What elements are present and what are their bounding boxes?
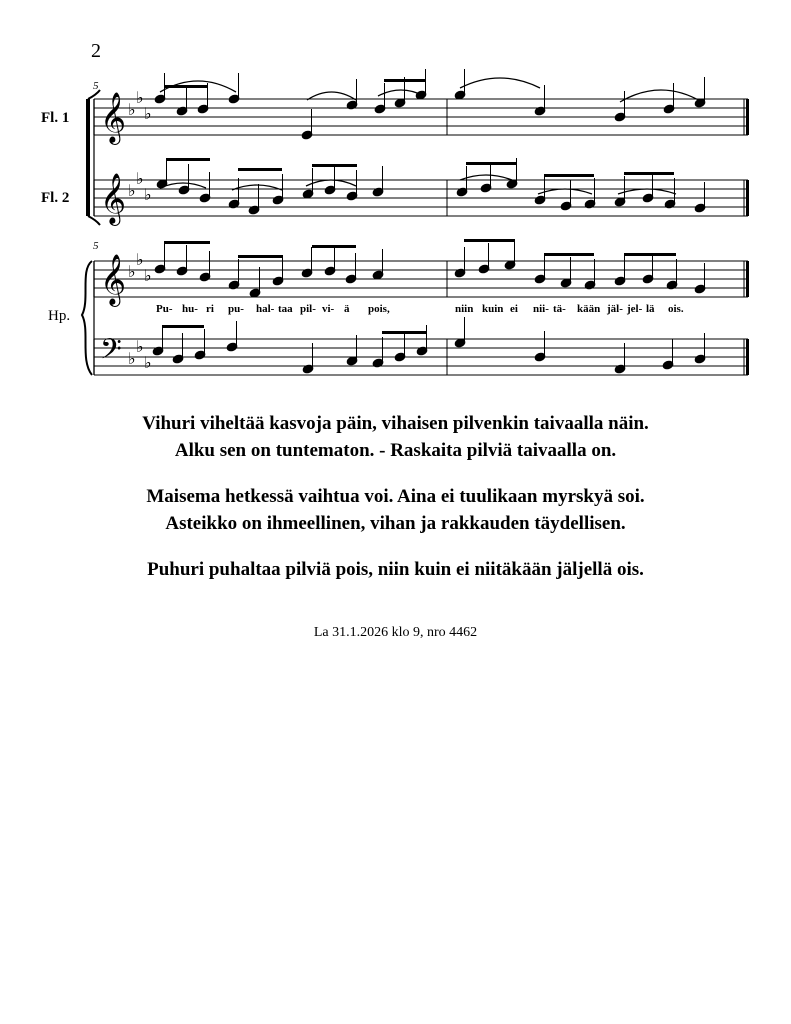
flat-icon: ♭ (144, 185, 152, 204)
harp-lyric-syllable: nii- (533, 303, 549, 315)
measure-number-top: 5 (93, 80, 99, 92)
beam (464, 239, 514, 242)
bass-clef-icon: 𝄢 (100, 333, 122, 373)
stanza-3 (0, 556, 791, 583)
stanza-2-line-2: Asteikko on ihmeellinen, vihan ja rakkauden täydellisen. (165, 513, 626, 534)
flat-icon: ♭ (128, 262, 136, 281)
flat-icon: ♭ (128, 100, 136, 119)
flat-icon: ♭ (136, 337, 144, 356)
flat-icon: ♭ (144, 104, 152, 123)
stanza-2 (0, 483, 791, 537)
beam (624, 253, 676, 256)
harp-lyric-syllable: pil- (300, 303, 316, 315)
harp-lyric-syllable: vi- (322, 303, 335, 315)
harp-lyric-syllable: jel- (627, 303, 643, 315)
beam (382, 331, 426, 334)
stanza-3-line-1: Puhuri puhaltaa pilviä pois, niin kuin ei niitäkään jäljellä ois. (147, 559, 644, 580)
treble-clef-icon: 𝄞 (100, 254, 127, 305)
notes-fl1 (154, 69, 706, 140)
notes-hp-treble (154, 239, 706, 298)
instrument-label-hp: Hp. (48, 308, 71, 324)
flat-icon: ♭ (136, 88, 144, 107)
instrument-label-fl1: Fl. 1 (41, 110, 70, 126)
slur (306, 180, 356, 186)
harp-lyric-syllable: jäl- (607, 303, 623, 315)
harp-lyric-syllable: lä (646, 303, 655, 315)
harp-lyric-syllable: ä (344, 303, 350, 315)
harp-lyric-syllable: pois, (368, 303, 390, 315)
stanza-1 (0, 410, 791, 464)
stanza-2-line-1: Maisema hetkessä vaihtua voi. Aina ei tuulikaan myrskyä soi. (146, 486, 645, 507)
harp-lyric-syllable: Pu- (156, 303, 173, 315)
flat-icon: ♭ (136, 169, 144, 188)
flat-icon: ♭ (128, 349, 136, 368)
music-score (0, 0, 791, 400)
stanza-1-line-2: Alku sen on tuntematon. - Raskaita pilviä taivaalla on. (174, 440, 617, 461)
beam (384, 79, 426, 82)
beam (466, 162, 516, 165)
beam (624, 172, 674, 175)
flat-icon: ♭ (144, 353, 152, 372)
slur (538, 189, 592, 194)
beam (162, 325, 204, 328)
instrument-label-fl2: Fl. 2 (41, 190, 70, 206)
flat-icon: ♭ (136, 250, 144, 269)
slur (618, 189, 676, 194)
harp-lyric-syllable: hal- (256, 303, 275, 315)
beam (312, 164, 357, 167)
beam (238, 255, 282, 258)
slur (620, 90, 702, 102)
harp-lyric-syllable: ri (206, 303, 214, 315)
beam (312, 245, 356, 248)
treble-clef-icon: 𝄞 (100, 173, 127, 224)
harp-lyric-syllable: pu- (228, 303, 244, 315)
harp-lyric-syllable: tä- (553, 303, 566, 315)
harp-lyric-syllable: hu- (182, 303, 198, 315)
measure-number-harp: 5 (93, 240, 99, 252)
beam (166, 158, 210, 161)
beam (238, 168, 282, 171)
beam (164, 241, 210, 244)
harp-lyric-syllable: ois. (668, 303, 684, 315)
stanza-1-line-1: Vihuri viheltää kasvoja päin, vihaisen pilvenkin taivaalla näin. (142, 413, 649, 434)
beam (544, 174, 594, 177)
harp-lyric-syllable: niin (455, 303, 474, 315)
treble-clef-icon: 𝄞 (100, 92, 127, 143)
footer-date: La 31.1.2026 klo 9, nro 4462 (313, 625, 478, 640)
flat-icon: ♭ (144, 266, 152, 285)
flat-icon: ♭ (128, 181, 136, 200)
beam (544, 253, 594, 256)
page-number: 2 (91, 40, 101, 62)
harp-lyric-syllable: kuin (482, 303, 504, 315)
slur (460, 78, 540, 88)
harp-lyric-syllable: ei (510, 303, 518, 315)
slur (460, 175, 512, 180)
harp-lyric-syllable: taa (278, 303, 293, 315)
harp-lyric-syllable: kään (577, 303, 601, 315)
